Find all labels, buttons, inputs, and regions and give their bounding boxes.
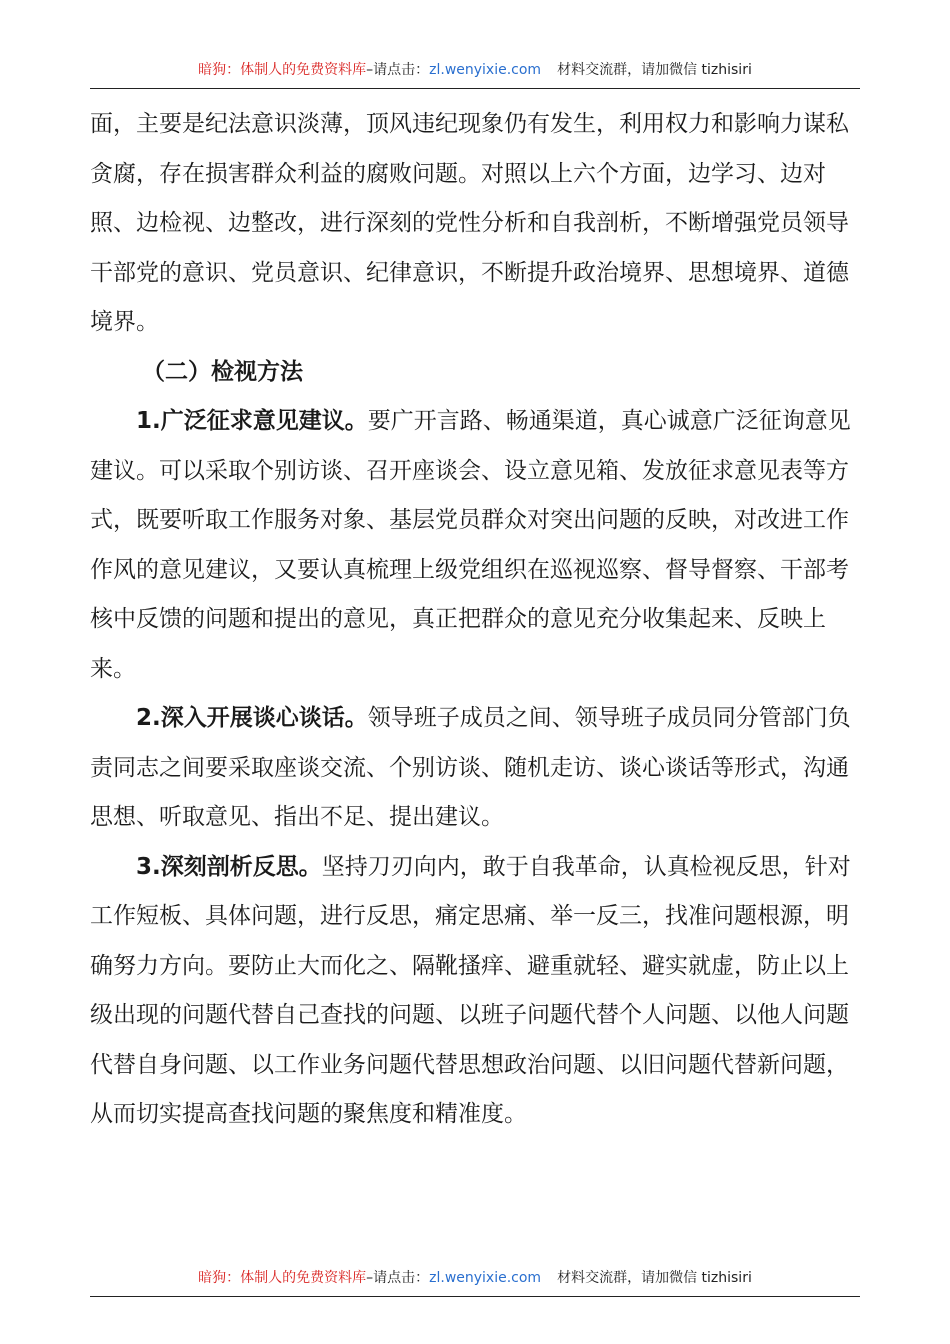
page-footer	[90, 1264, 860, 1297]
item-1-title: 1.广泛征求意见建议。	[136, 408, 368, 434]
item-3-title: 3.深刻剖析反思。	[136, 853, 322, 880]
header-brand: 暗狗：体制人的免费资料库	[198, 62, 367, 78]
footer-link[interactable]: zl.wenyixie.com	[429, 1270, 542, 1286]
item-2-text: 领导班子成员之间、领导班子成员同分管部门负责同志之间要采取座谈交流、个别访谈、随机走访、谈心谈话等形式，沟通思想、听取意见、指出不足、提出建议。	[90, 705, 851, 830]
item-1-text: 要广开言路、畅通渠道，真心诚意广泛征询意见建议。可以采取个别访谈、召开座谈会、设立意见箱、发放征求意见表等方式，既要听取工作服务对象、基层党员群众对突出问题的反映，对改进工作作风的意见建议，又要认真梳理上级党组织在巡视巡察、督导督察、干部考核中反馈的问题和提出的意见，真正把群众的意见充分收集起来、反映上来。	[90, 408, 851, 682]
paragraph-item-2	[90, 694, 865, 843]
footer-wechat-group: 材料交流群，请加微信 tizhisiri	[557, 1270, 752, 1286]
paragraph-continued: 面，主要是纪法意识淡薄，顶风违纪现象仍有发生，利用权力和影响力谋私贪腐，存在损害群众利益的腐败问题。对照以上六个方面，边学习、边对照、边检视、边整改，进行深刻的党性分析和自我剖析，不断增强党员领导干部党的意识、党员意识、纪律意识，不断提升政治境界、思想境界、道德境界。	[90, 111, 849, 335]
page-header	[90, 56, 860, 89]
document-body	[90, 100, 865, 1140]
header-wechat-group: 材料交流群，请加微信 tizhisiri	[557, 62, 752, 78]
section-heading: （二）检视方法	[142, 358, 303, 385]
footer-click-prefix: –请点击：	[366, 1270, 430, 1286]
item-2-title: 2.深入开展谈心谈话。	[136, 705, 368, 731]
header-link[interactable]: zl.wenyixie.com	[429, 62, 542, 78]
paragraph-item-1	[90, 397, 865, 694]
header-click-prefix: –请点击：	[366, 62, 430, 78]
footer-brand: 暗狗：体制人的免费资料库	[198, 1270, 367, 1286]
item-3-text: 坚持刀刃向内，敢于自我革命，认真检视反思，针对工作短板、具体问题，进行反思，痛定思痛、举一反三，找准问题根源，明确努力方向。要防止大而化之、隔靴搔痒、避重就轻、避实就虚，防止以上级出现的问题代替自己查找的问题、以班子问题代替个人问题、以他人问题代替自身问题、以工作业务问题代替思想政治问题、以旧问题代替新问题，从而切实提高查找问题的聚焦度和精准度。	[90, 853, 851, 1127]
paragraph-item-3	[90, 843, 865, 1140]
